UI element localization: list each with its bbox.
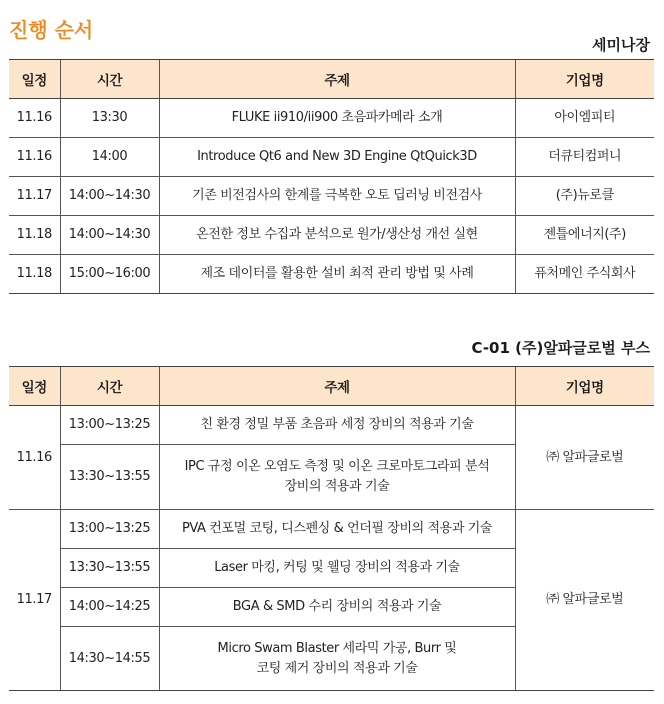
header-time: 시간 [60,367,159,406]
time-cell: 13:30~13:55 [60,445,159,510]
seminar-schedule-table [9,59,654,294]
header-topic: 주제 [159,367,515,406]
company-cell: 더큐티컴퍼니 [515,138,654,177]
topic-line: 장비의 적용과 기술 [284,479,390,494]
topic-line: 코팅 제거 장비의 적용과 기술 [256,660,418,676]
topic-cell: 기존 비전검사의 한계를 극복한 오토 딥러닝 비전검사 [159,177,515,216]
booth-section-title: C-01 (주)알파글로벌 부스 [471,339,650,357]
time-cell: 13:30 [60,99,159,138]
table-row [9,255,654,294]
time-cell: 14:00~14:30 [60,216,159,255]
date-cell: 11.17 [9,177,60,216]
date-cell: 11.16 [9,99,60,138]
topic-line: IPC 규정 이온 오염도 측정 및 이온 크로마토그라피 분석 [184,459,490,474]
date-cell: 11.16 [9,406,60,510]
table-row [9,177,654,216]
date-cell: 11.17 [9,510,60,691]
company-cell: ㈜ 알파글로벌 [515,406,654,510]
page-title: 진행 순서 [9,18,94,42]
topic-cell [159,406,515,445]
table-row [9,510,654,549]
topic-cell: Introduce Qt6 and New 3D Engine QtQuick3D [159,138,515,177]
topic-line: Micro Swam Blaster 세라믹 가공, Burr 및 [217,640,457,656]
header-company: 기업명 [515,60,654,99]
header-date: 일정 [9,60,60,99]
topic-cell: 제조 데이터를 활용한 설비 최적 관리 방법 및 사례 [159,255,515,294]
company-cell: ㈜ 알파글로벌 [515,510,654,691]
topic-cell: 온전한 정보 수집과 분석으로 원가/생산성 개선 실현 [159,216,515,255]
time-cell: 15:00~16:00 [60,255,159,294]
table-header-row [9,367,654,406]
company-cell: 퓨처메인 주식회사 [515,255,654,294]
table-header-row [9,60,654,99]
company-cell: (주)뉴로클 [515,177,654,216]
topic-cell [159,588,515,627]
date-cell: 11.18 [9,216,60,255]
header-time: 시간 [60,60,159,99]
topic-cell: FLUKE ii910/ii900 초음파카메라 소개 [159,99,515,138]
company-cell: 젠틀에너지(주) [515,216,654,255]
table-row [9,216,654,255]
topic-cell [159,549,515,588]
time-cell: 14:00~14:30 [60,177,159,216]
topic-cell [159,445,515,510]
table-row [9,406,654,445]
table-row [9,138,654,177]
time-cell: 13:00~13:25 [60,406,159,445]
time-cell: 13:00~13:25 [60,510,159,549]
company-cell: 아이엠피티 [515,99,654,138]
time-cell: 14:00~14:25 [60,588,159,627]
topic-line: BGA & SMD 수리 장비의 적용과 기술 [232,599,442,614]
topic-cell [159,510,515,549]
date-cell: 11.18 [9,255,60,294]
topic-cell [159,627,515,691]
topic-line: Laser 마킹, 커팅 및 웰딩 장비의 적용과 기술 [214,560,460,575]
seminar-section-title: 세미나장 [592,36,650,54]
booth-schedule-table [9,366,654,691]
time-cell: 14:00 [60,138,159,177]
topic-line: 친 환경 정밀 부품 초음파 세정 장비의 적용과 기술 [200,417,474,432]
time-cell: 13:30~13:55 [60,549,159,588]
topic-line: PVA 컨포멀 코팅, 디스펜싱 & 언더필 장비의 적용과 기술 [181,521,493,536]
header-company: 기업명 [515,367,654,406]
header-date: 일정 [9,367,60,406]
header-topic: 주제 [159,60,515,99]
date-cell: 11.16 [9,138,60,177]
table-row [9,99,654,138]
time-cell: 14:30~14:55 [60,627,159,691]
